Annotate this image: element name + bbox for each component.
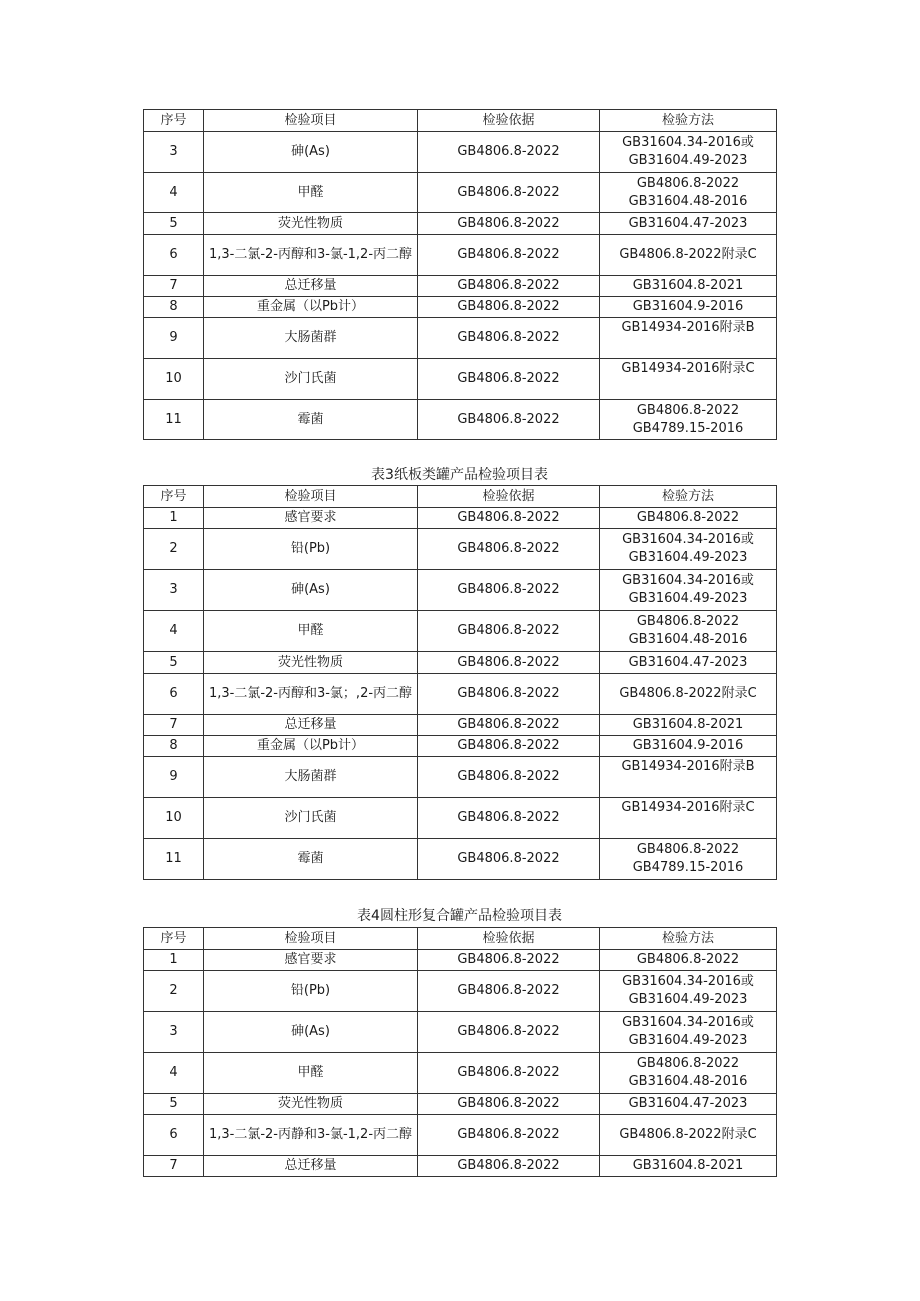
method-line: GB31604.48-2016 (628, 632, 748, 647)
header-item: 检验项目 (204, 928, 418, 950)
method-line: GB31604.49-2023 (628, 153, 748, 168)
cell-no: 6 (144, 674, 204, 715)
cell-basis: GB4806.8-2022 (418, 297, 600, 318)
table4-caption: 表4圆柱形复合罐产品检验项目表 (357, 908, 562, 924)
cell-method: GB31604.47-2023 (600, 1094, 777, 1115)
method-line: GB31604.34-2016或 (622, 974, 754, 989)
cell-no: 8 (144, 736, 204, 757)
cell-item: 甲醛 (204, 611, 418, 652)
cell-item: 铅(Pb) (204, 529, 418, 570)
cell-basis: GB4806.8-2022 (418, 611, 600, 652)
cell-item: 铅(Pb) (204, 971, 418, 1012)
table-row (144, 611, 777, 652)
cell-no: 5 (144, 1094, 204, 1115)
cell-basis: GB4806.8-2022 (418, 736, 600, 757)
cell-no: 4 (144, 173, 204, 213)
cell-basis: GB4806.8-2022 (418, 1053, 600, 1094)
table-row (144, 235, 777, 276)
cell-basis: GB4806.8-2022 (418, 1115, 600, 1156)
cell-basis: GB4806.8-2022 (418, 971, 600, 1012)
method-line: GB4789.15-2016 (632, 860, 744, 875)
cell-method (600, 1053, 777, 1094)
header-item: 检验项目 (204, 486, 418, 508)
cell-no: 3 (144, 1012, 204, 1053)
cell-method: GB4806.8-2022附录C (600, 674, 777, 715)
cell-item: 霉菌 (204, 839, 418, 880)
method-line: GB31604.34-2016或 (622, 135, 754, 150)
table-row (144, 359, 777, 400)
cell-basis: GB4806.8-2022 (418, 132, 600, 173)
cell-no: 4 (144, 611, 204, 652)
table3-caption: 表3纸板类罐产品检验项目表 (371, 467, 548, 483)
cell-item: 1,3-二氯-2-丙醇和3-氯-1,2-丙二醇 (204, 235, 418, 276)
header-no: 序号 (144, 928, 204, 950)
cell-basis: GB4806.8-2022 (418, 359, 600, 400)
cell-no: 7 (144, 715, 204, 736)
table-row (144, 213, 777, 235)
cell-method: GB14934-2016附录C (600, 359, 777, 400)
cell-method: GB4806.8-2022附录C (600, 235, 777, 276)
cell-basis: GB4806.8-2022 (418, 318, 600, 359)
cell-item: 重金属（以Pb计） (204, 736, 418, 757)
cell-no: 10 (144, 359, 204, 400)
cell-no: 5 (144, 652, 204, 674)
cell-method: GB14934-2016附录B (600, 318, 777, 359)
cell-basis: GB4806.8-2022 (418, 235, 600, 276)
cell-item: 甲醛 (204, 173, 418, 213)
header-method: 检验方法 (600, 486, 777, 508)
table-row (144, 839, 777, 880)
cell-method: GB4806.8-2022 (600, 508, 777, 529)
cell-basis: GB4806.8-2022 (418, 508, 600, 529)
cell-item: 砷(As) (204, 132, 418, 173)
cell-method (600, 132, 777, 173)
cell-method (600, 611, 777, 652)
cell-item: 霉菌 (204, 400, 418, 440)
method-line: GB4806.8-2022 (636, 614, 740, 629)
cell-item: 1,3-二氯-2-丙醇和3-氯；,2-丙二醇 (204, 674, 418, 715)
table-row (144, 400, 777, 440)
table-row (144, 674, 777, 715)
method-line: GB4806.8-2022 (636, 1056, 740, 1071)
table-row (144, 1156, 777, 1177)
cell-basis: GB4806.8-2022 (418, 757, 600, 798)
cell-basis: GB4806.8-2022 (418, 674, 600, 715)
cell-method: GB31604.8-2021 (600, 276, 777, 297)
cell-no: 11 (144, 839, 204, 880)
cell-item: 总迁移量 (204, 276, 418, 297)
table-row (144, 508, 777, 529)
header-basis: 检验依据 (418, 928, 600, 950)
cell-basis: GB4806.8-2022 (418, 950, 600, 971)
cell-method: GB14934-2016附录B (600, 757, 777, 798)
cell-method: GB31604.8-2021 (600, 1156, 777, 1177)
table-row (144, 971, 777, 1012)
cell-basis: GB4806.8-2022 (418, 570, 600, 611)
cell-no: 1 (144, 508, 204, 529)
table-row (144, 1115, 777, 1156)
table-row (144, 173, 777, 213)
cell-item: 荧光性物质 (204, 1094, 418, 1115)
table-row (144, 276, 777, 297)
table-header-row (144, 486, 777, 508)
header-method: 检验方法 (600, 110, 777, 132)
cell-method (600, 971, 777, 1012)
table-row (144, 798, 777, 839)
table-row (144, 529, 777, 570)
method-line: GB4806.8-2022 (636, 175, 740, 191)
cell-no: 3 (144, 570, 204, 611)
cell-method (600, 529, 777, 570)
cell-item: 荧光性物质 (204, 652, 418, 674)
composite-can-table (143, 927, 777, 1177)
table-row (144, 318, 777, 359)
cell-basis: GB4806.8-2022 (418, 1156, 600, 1177)
cell-method: GB14934-2016附录C (600, 798, 777, 839)
cell-basis: GB4806.8-2022 (418, 213, 600, 235)
cell-method (600, 839, 777, 880)
cell-method: GB4806.8-2022 (600, 950, 777, 971)
cell-method: GB31604.8-2021 (600, 715, 777, 736)
cell-item: 感官要求 (204, 950, 418, 971)
inspection-table-continued (143, 109, 777, 440)
table-row (144, 736, 777, 757)
method-line: GB31604.49-2023 (628, 992, 748, 1007)
method-line: GB31604.49-2023 (628, 591, 748, 606)
cell-no: 9 (144, 318, 204, 359)
cell-item: 感官要求 (204, 508, 418, 529)
cell-basis: GB4806.8-2022 (418, 798, 600, 839)
cell-item: 1,3-二氯-2-丙静和3-氯-1,2-丙二醇 (204, 1115, 418, 1156)
cell-no: 1 (144, 950, 204, 971)
cell-method (600, 570, 777, 611)
cell-no: 7 (144, 1156, 204, 1177)
cell-item: 沙门氏菌 (204, 798, 418, 839)
cell-no: 10 (144, 798, 204, 839)
cell-no: 7 (144, 276, 204, 297)
table-row (144, 1094, 777, 1115)
header-no: 序号 (144, 110, 204, 132)
cell-method (600, 173, 777, 213)
cell-basis: GB4806.8-2022 (418, 1094, 600, 1115)
cell-method: GB4806.8-2022附录C (600, 1115, 777, 1156)
cell-no: 5 (144, 213, 204, 235)
cell-item: 大肠菌群 (204, 318, 418, 359)
method-line: GB31604.48-2016 (628, 193, 748, 209)
cell-basis: GB4806.8-2022 (418, 529, 600, 570)
cell-basis: GB4806.8-2022 (418, 839, 600, 880)
method-line: GB4806.8-2022 (636, 842, 740, 857)
cell-no: 4 (144, 1053, 204, 1094)
paperboard-can-table (143, 485, 777, 880)
cell-no: 2 (144, 971, 204, 1012)
cell-item: 大肠菌群 (204, 757, 418, 798)
header-basis: 检验依据 (418, 486, 600, 508)
cell-method: GB31604.9-2016 (600, 297, 777, 318)
header-basis: 检验依据 (418, 110, 600, 132)
cell-item: 总迁移量 (204, 1156, 418, 1177)
method-line: GB31604.34-2016或 (622, 532, 754, 547)
cell-no: 2 (144, 529, 204, 570)
cell-method (600, 1012, 777, 1053)
cell-item: 甲醛 (204, 1053, 418, 1094)
method-line: GB31604.49-2023 (628, 550, 748, 565)
table-row (144, 1012, 777, 1053)
cell-basis: GB4806.8-2022 (418, 173, 600, 213)
cell-no: 9 (144, 757, 204, 798)
table-row (144, 297, 777, 318)
table-row (144, 652, 777, 674)
cell-basis: GB4806.8-2022 (418, 400, 600, 440)
table-row (144, 1053, 777, 1094)
cell-item: 砷(As) (204, 1012, 418, 1053)
cell-no: 8 (144, 297, 204, 318)
method-line: GB4806.8-2022 (636, 402, 740, 418)
header-no: 序号 (144, 486, 204, 508)
cell-basis: GB4806.8-2022 (418, 1012, 600, 1053)
cell-item: 总迁移量 (204, 715, 418, 736)
table-row (144, 715, 777, 736)
cell-method: GB31604.47-2023 (600, 213, 777, 235)
cell-item: 荧光性物质 (204, 213, 418, 235)
cell-basis: GB4806.8-2022 (418, 276, 600, 297)
cell-no: 3 (144, 132, 204, 173)
header-method: 检验方法 (600, 928, 777, 950)
method-line: GB4789.15-2016 (632, 420, 744, 436)
cell-method: GB31604.47-2023 (600, 652, 777, 674)
cell-no: 6 (144, 235, 204, 276)
cell-item: 重金属（以Pb计） (204, 297, 418, 318)
table-header-row (144, 928, 777, 950)
table-row (144, 757, 777, 798)
cell-no: 11 (144, 400, 204, 440)
cell-basis: GB4806.8-2022 (418, 652, 600, 674)
method-line: GB31604.48-2016 (628, 1074, 748, 1089)
cell-item: 沙门氏菌 (204, 359, 418, 400)
table-row (144, 950, 777, 971)
cell-method: GB31604.9-2016 (600, 736, 777, 757)
method-line: GB31604.34-2016或 (622, 573, 754, 588)
cell-no: 6 (144, 1115, 204, 1156)
table-row (144, 570, 777, 611)
table-row (144, 132, 777, 173)
method-line: GB31604.34-2016或 (622, 1015, 754, 1030)
cell-method (600, 400, 777, 440)
table-header-row (144, 110, 777, 132)
method-line: GB31604.49-2023 (628, 1033, 748, 1048)
cell-basis: GB4806.8-2022 (418, 715, 600, 736)
cell-item: 砷(As) (204, 570, 418, 611)
header-item: 检验项目 (204, 110, 418, 132)
